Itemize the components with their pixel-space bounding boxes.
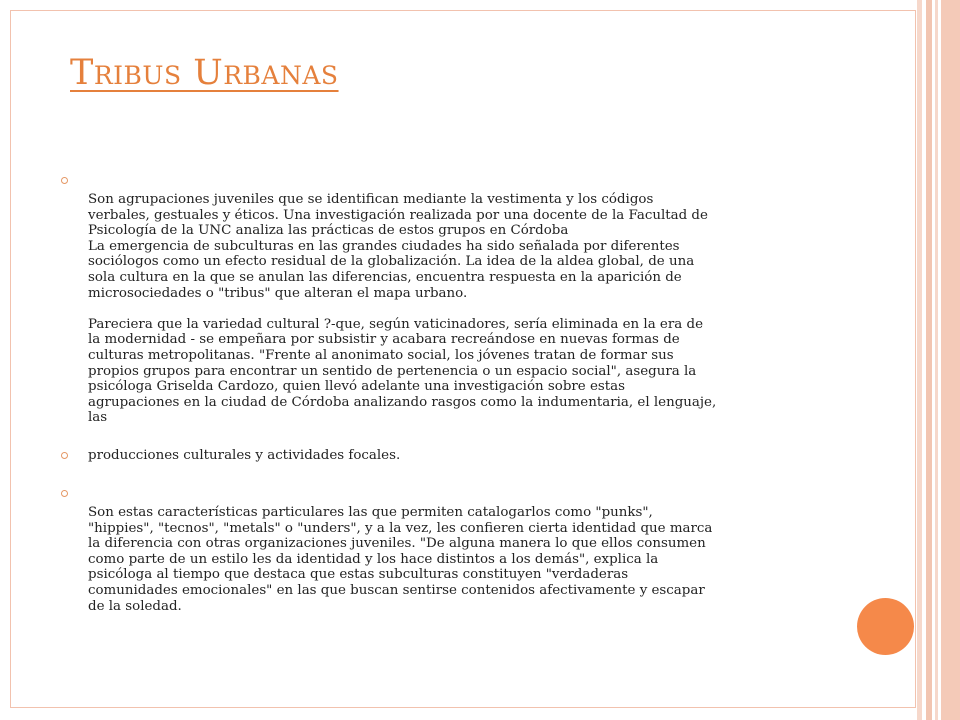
bullet-2-marker-icon: [61, 452, 68, 459]
text-line: Pareciera que la variedad cultural ?-que, según vaticinadores, sería eliminada en la era de: [88, 316, 703, 332]
text-line: psicóloga al tiempo que destaca que estas subculturas constituyen "verdaderas: [88, 567, 629, 583]
text-line: como parte de un estilo les da identidad y los hace distintos a los demás", explica la: [88, 551, 659, 567]
text-line: propios grupos para encontrar un sentido de pertenencia o un espacio social", asegura la: [88, 363, 697, 379]
text-line: Son agrupaciones juveniles que se identifican mediante la vestimenta y los códigos: [88, 192, 654, 207]
stripe: [917, 0, 922, 720]
text-line: culturas metropolitanas. "Frente al anonimato social, los jóvenes tratan de formar sus: [88, 347, 674, 363]
bullet-3-text: [88, 505, 712, 614]
bullet-3-marker-icon: [61, 490, 68, 497]
text-line: producciones culturales y actividades focales.: [88, 448, 401, 463]
text-line: "hippies", "tecnos", "metals" o "unders", y a la vez, les confieren cierta identidad que marca: [88, 520, 713, 536]
right-decorative-stripes: [917, 0, 960, 720]
text-line: Son estas características particulares las que permiten catalogarlos como "punks",: [88, 505, 653, 520]
text-line: psicóloga Griselda Cardozo, quien llevó adelante una investigación sobre estas: [88, 379, 626, 395]
text-line: verbales, gestuales y éticos. Una investigación realizada por una docente de la Facultad de: [88, 207, 708, 223]
text-line: de la soledad.: [88, 598, 182, 614]
text-line: microsociedades o "tribus" que alteran el mapa urbano.: [88, 285, 468, 301]
text-line: la modernidad - se empeñara por subsistir y acabara recreándose en nuevas formas de: [88, 332, 680, 348]
bullet-1-text: [88, 192, 716, 426]
text-line: sola cultura en la que se anulan las diferencias, encuentra respuesta en la aparición de: [88, 269, 682, 285]
text-line: las: [88, 410, 108, 426]
stripe: [926, 0, 932, 720]
stripe: [935, 0, 938, 720]
bullet-1-marker-icon: [61, 177, 68, 184]
blank-line: [88, 301, 716, 317]
text-line: La emergencia de subculturas en las grandes ciudades ha sido señalada por diferentes: [88, 238, 680, 254]
text-line: sociólogos como un efecto residual de la globalización. La idea de la aldea global, de una: [88, 254, 695, 270]
bullet-2-text: [88, 448, 400, 464]
decorative-orange-circle: [857, 598, 914, 655]
text-line: comunidades emocionales" en las que buscan sentirse contenidos afectivamente y escapar: [88, 582, 705, 598]
text-line: agrupaciones en la ciudad de Córdoba analizando rasgos como la indumentaria, el lenguaje,: [88, 394, 717, 410]
slide-title: Tribus Urbanas: [70, 53, 339, 93]
text-line: la diferencia con otras organizaciones juveniles. "De alguna manera lo que ellos consumen: [88, 536, 706, 552]
stripe: [941, 0, 960, 720]
text-line: Psicología de la UNC analiza las prácticas de estos grupos en Córdoba: [88, 223, 569, 239]
